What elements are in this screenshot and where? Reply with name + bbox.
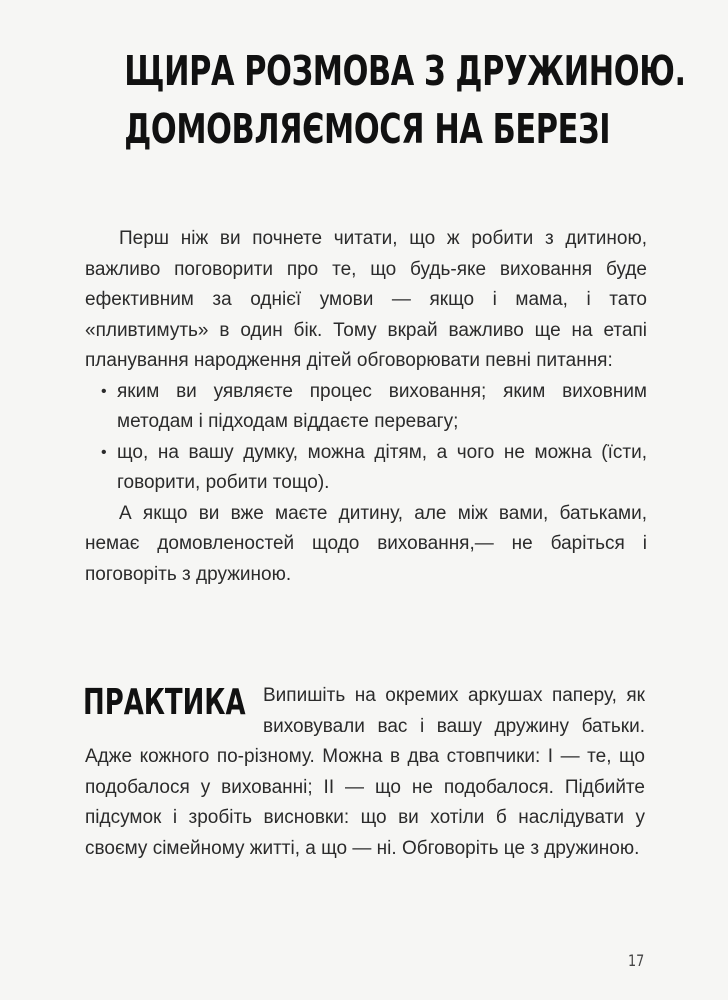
list-item-text: яким ви уявляєте процес виховання; яким виховним методам і підходам віддаєте перевагу; — [117, 380, 647, 432]
list-item — [85, 438, 647, 499]
practice-heading-spacer — [85, 681, 263, 737]
page-number: 17 — [628, 951, 645, 970]
closing-paragraph: А якщо ви вже маєте дитину, але між вами, батьками, немає домовленостей щодо виховання,— не баріться і поговоріть з дружиною. — [85, 502, 647, 585]
bullet-icon: • — [101, 382, 107, 400]
body-text — [85, 224, 647, 590]
practice-heading: ПРАКТИКА — [83, 682, 246, 723]
chapter-title-line-1: ЩИРА РОЗМОВА З ДРУЖИНОЮ. — [124, 47, 686, 95]
question-list — [85, 377, 647, 499]
practice-text-block — [85, 681, 645, 864]
chapter-title — [124, 42, 686, 158]
list-item-text: що, на вашу думку, можна дітям, а чого не можна (їсти, говорити, робити тощо). — [117, 441, 647, 493]
bullet-icon: • — [101, 443, 107, 461]
practice-text: Випишіть на окремих аркушах паперу, як виховували вас і вашу дружину батьки. Адже кожного по-різному. Можна в два стовпчики: I — те, що подобалося у вихованні; II — що не подобалося. Підбийте підсумок і зробіть висновки: що ви хотіли б наслідувати у своєму сімейному житті, а що — ні. Обговоріть це з дружиною. — [85, 685, 645, 859]
intro-paragraph: Перш ніж ви почнете читати, що ж робити з дитиною, важливо поговорити про те, що будь-яке виховання буде ефективним за однієї умови — якщо і мама, і тато «пливтимуть» в один бік. Тому вкрай важливо ще на етапі планування народження дітей обговорювати певні питання: — [85, 228, 647, 371]
chapter-title-line-2: ДОМОВЛЯЄМОСЯ НА БЕРЕЗІ — [124, 105, 611, 153]
list-item — [85, 377, 647, 438]
